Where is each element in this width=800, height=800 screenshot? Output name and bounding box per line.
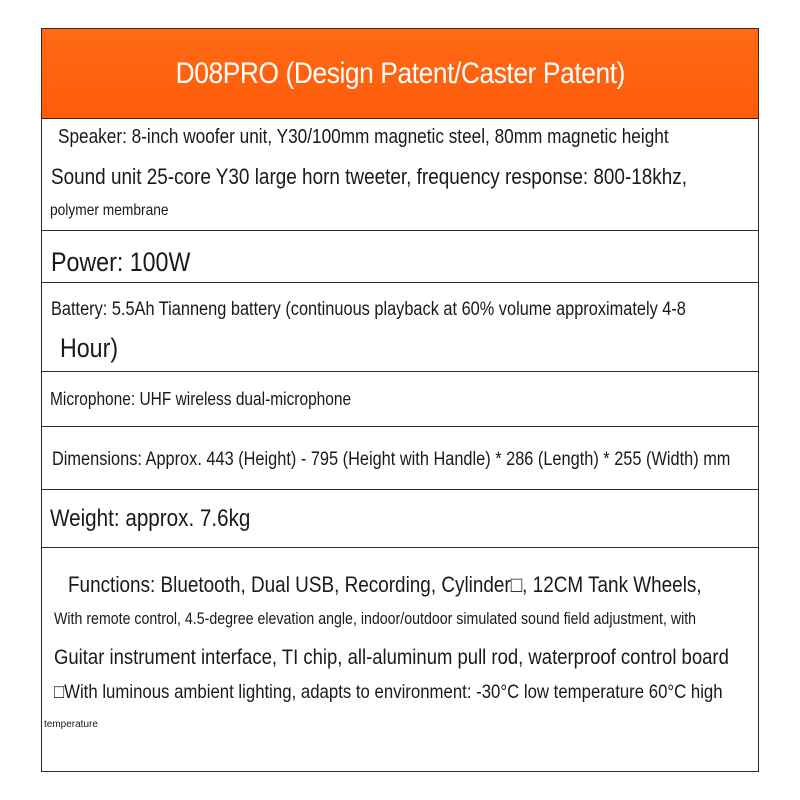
- weight-value: Weight: approx. 7.6kg: [50, 505, 251, 532]
- battery-line-1: Battery: 5.5Ah Tianneng battery (continuous playback at 60% volume approximately 4-8: [51, 299, 686, 320]
- functions-line-2: With remote control, 4.5-degree elevation angle, indoor/outdoor simulated sound field adjustment, with: [54, 610, 697, 628]
- speaker-line-1: Speaker: 8-inch woofer unit, Y30/100mm magnetic steel, 80mm magnetic height: [58, 126, 669, 148]
- product-title: D08PRO (Design Patent/Caster Patent): [175, 56, 625, 90]
- functions-line-3: Guitar instrument interface, TI chip, all-aluminum pull rod, waterproof control board: [54, 645, 729, 669]
- weight-row: [42, 490, 758, 548]
- functions-line-5: temperature: [44, 719, 98, 730]
- spec-sheet: [41, 28, 759, 772]
- speaker-line-2: Sound unit 25-core Y30 large horn tweeter, frequency response: 800-18khz,: [51, 164, 687, 189]
- battery-row: [42, 283, 758, 372]
- microphone-row: [42, 372, 758, 427]
- dimensions-value: Dimensions: Approx. 443 (Height) - 795 (Height with Handle) * 286 (Length) * 255 (Width) mm: [52, 449, 731, 470]
- functions-row: [42, 548, 758, 772]
- speaker-line-3: polymer membrane: [50, 202, 169, 219]
- functions-line-1: Functions: Bluetooth, Dual USB, Recording, Cylinder□, 12CM Tank Wheels,: [68, 572, 702, 597]
- microphone-value: Microphone: UHF wireless dual-microphone: [50, 389, 352, 409]
- battery-line-2: Hour): [60, 333, 119, 363]
- title-banner: [42, 29, 758, 119]
- functions-line-4: □With luminous ambient lighting, adapts to environment: -30°C low temperature 60°C high: [54, 681, 723, 703]
- dimensions-row: [42, 427, 758, 490]
- power-row: [42, 231, 758, 283]
- power-value: Power: 100W: [51, 247, 191, 277]
- speaker-row: [42, 118, 758, 231]
